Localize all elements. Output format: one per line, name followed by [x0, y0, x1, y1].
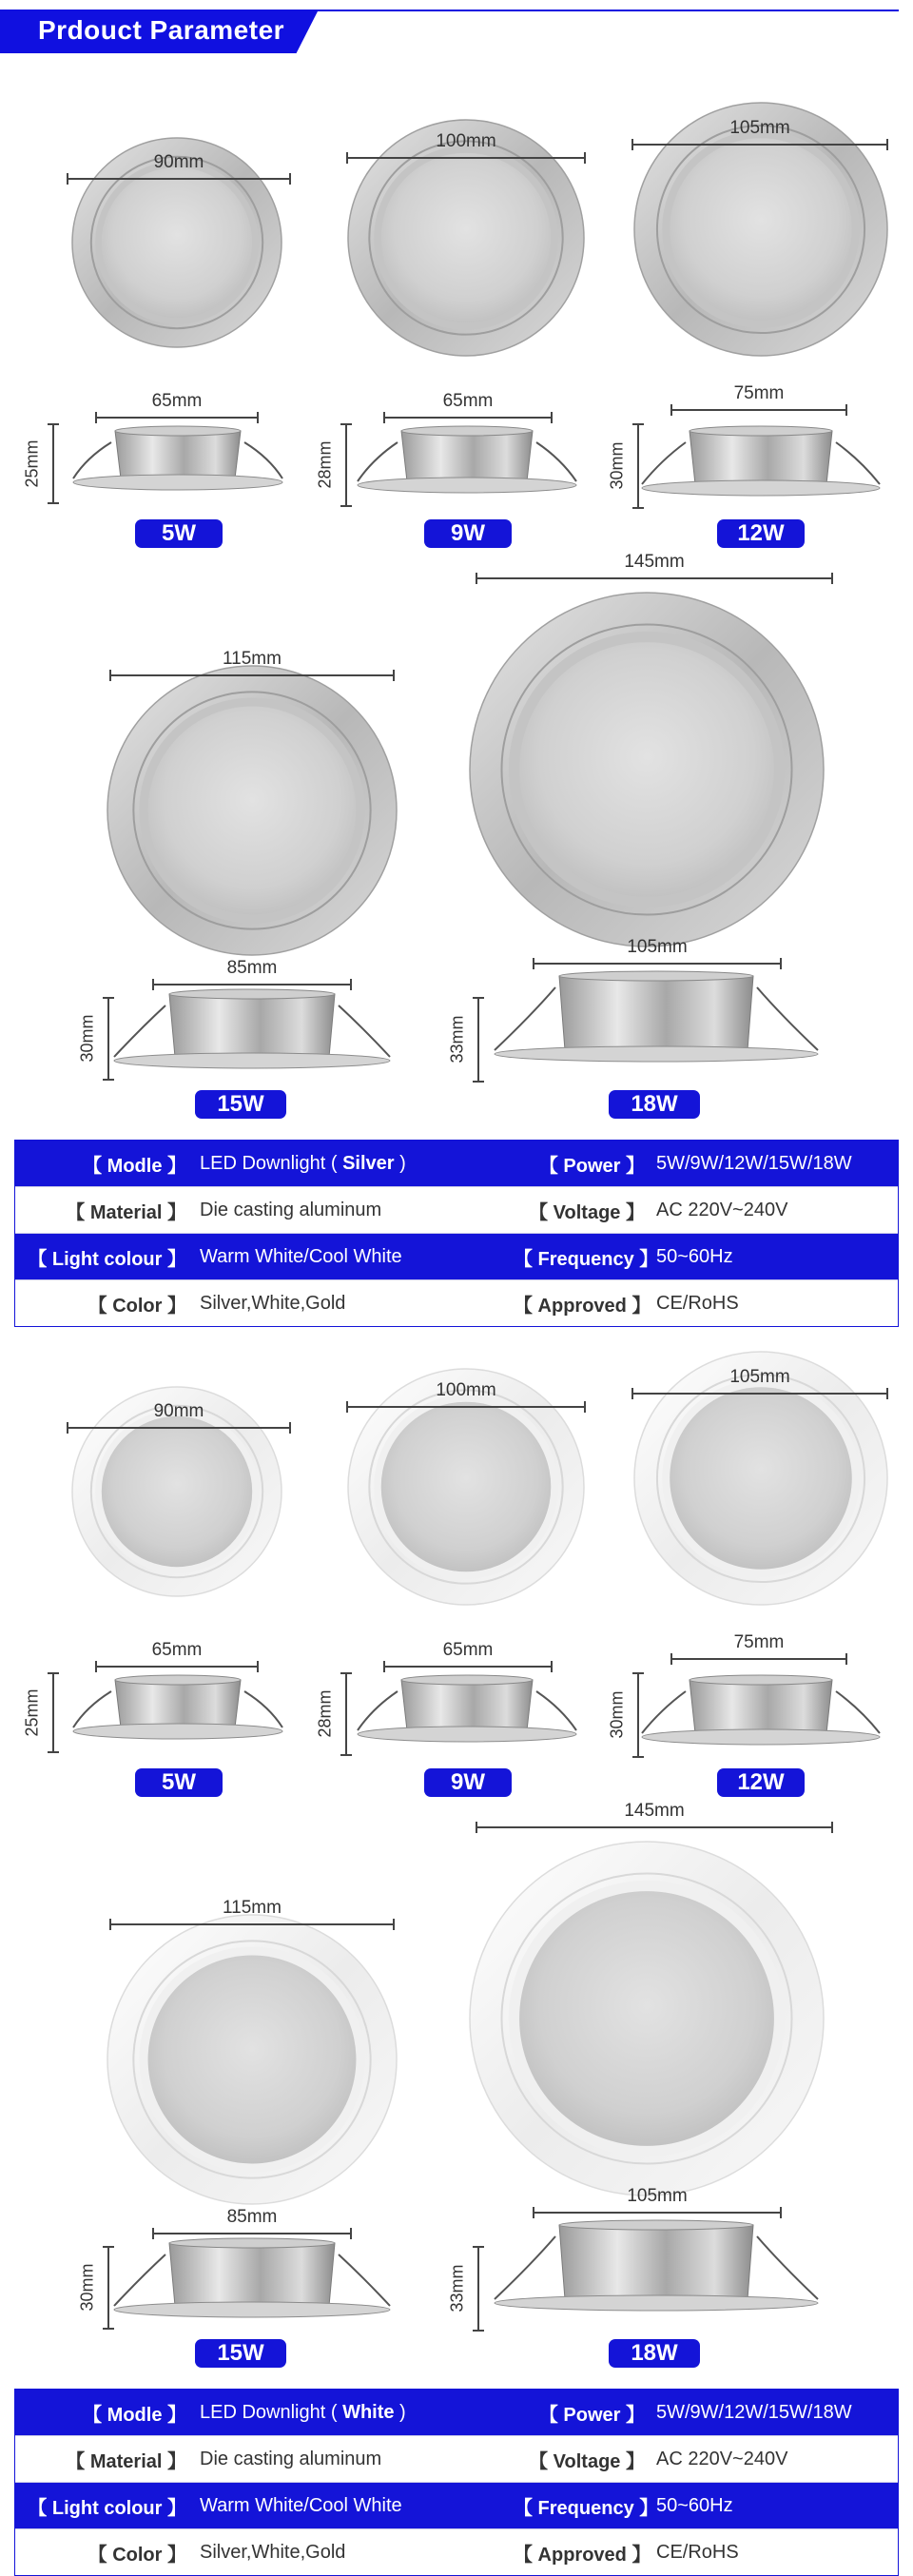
- spec-table: [14, 1140, 899, 1327]
- model-suffix: ): [394, 2401, 406, 2423]
- wattage-badge: 15W: [195, 2339, 286, 2368]
- wattage-badge: 18W: [609, 1090, 700, 1119]
- downlight-front-image: [103, 661, 401, 960]
- downlight-side-image: [339, 1672, 595, 1753]
- model-color: Silver: [342, 1152, 395, 1174]
- spec-value: CE/RoHS: [656, 1292, 739, 1314]
- spec-label: 【 Frequency 】: [514, 2497, 659, 2519]
- spec-label: 【 Color 】: [87, 2544, 186, 2566]
- spec-value: Silver,White,Gold: [200, 2541, 346, 2563]
- spec-value: Die casting aluminum: [200, 1199, 382, 1220]
- spec-label: 【 Light colour 】: [28, 2497, 186, 2519]
- spec-label: 【 Color 】: [87, 1295, 186, 1317]
- model-suffix: ): [394, 1152, 406, 1174]
- diameter-label: 100mm: [436, 1380, 496, 1400]
- cutout-label: 65mm: [151, 1640, 203, 1660]
- height-dimension-line: [340, 423, 352, 507]
- height-dimension-line: [340, 1672, 352, 1756]
- spec-value: AC 220V~240V: [656, 1199, 788, 1220]
- height-label: 33mm: [447, 1015, 467, 1064]
- downlight-side-image: [95, 986, 409, 1080]
- diameter-label: 90mm: [153, 1401, 204, 1421]
- diameter-label: 105mm: [729, 1367, 790, 1387]
- height-label: 28mm: [315, 440, 335, 489]
- diameter-dimension-line: [346, 152, 586, 164]
- height-label: 33mm: [447, 2264, 467, 2313]
- spec-value: [196, 1153, 514, 1175]
- downlight-side-image: [476, 2217, 837, 2322]
- downlight-side-image: [54, 1672, 301, 1750]
- cutout-dimension-line: [670, 404, 847, 416]
- height-dimension-line: [632, 423, 644, 509]
- spec-label: 【 Material 】: [66, 2450, 186, 2472]
- spec-row: [15, 2436, 898, 2483]
- diameter-label: 100mm: [436, 131, 496, 151]
- diameter-label: 145mm: [624, 552, 685, 572]
- wattage-badge: 12W: [717, 1768, 805, 1797]
- diameter-dimension-line: [109, 1919, 395, 1930]
- spec-value: 5W/9W/12W/15W/18W: [656, 2401, 852, 2423]
- cutout-dimension-line: [152, 979, 352, 990]
- cutout-dimension-line: [152, 2228, 352, 2239]
- diameter-dimension-line: [346, 1401, 586, 1413]
- height-label: 30mm: [77, 1014, 97, 1063]
- height-dimension-line: [632, 1672, 644, 1758]
- cutout-label: 65mm: [442, 1640, 494, 1660]
- cutout-label: 65mm: [442, 391, 494, 411]
- spec-label: 【 Voltage 】: [529, 2450, 645, 2472]
- diameter-dimension-line: [476, 1822, 833, 1833]
- spec-row: [15, 2529, 898, 2575]
- downlight-side-image: [476, 968, 837, 1073]
- cutout-dimension-line: [533, 958, 782, 969]
- downlight-side-image: [95, 2235, 409, 2329]
- diameter-dimension-line: [476, 573, 833, 584]
- spec-value: 50~60Hz: [656, 2494, 733, 2516]
- diameter-label: 90mm: [153, 152, 204, 172]
- height-label: 28mm: [315, 1689, 335, 1738]
- wattage-badge: 18W: [609, 2339, 700, 2368]
- spec-value: 5W/9W/12W/15W/18W: [656, 1152, 852, 1174]
- height-dimension-line: [48, 1672, 59, 1753]
- downlight-front-image: [465, 1837, 828, 2200]
- diameter-dimension-line: [109, 670, 395, 681]
- wattage-badge: 5W: [135, 1768, 223, 1797]
- spec-value: 50~60Hz: [656, 1245, 733, 1267]
- height-label: 25mm: [22, 439, 42, 488]
- spec-label: 【 Light colour 】: [28, 1248, 186, 1270]
- height-dimension-line: [103, 997, 114, 1081]
- spec-row: [15, 1141, 898, 1187]
- diameter-label: 145mm: [624, 1801, 685, 1821]
- height-label: 25mm: [22, 1688, 42, 1737]
- cutout-dimension-line: [383, 1661, 553, 1672]
- spec-label: 【 Approved 】: [514, 2544, 651, 2566]
- spec-label: 【 Power 】: [538, 1155, 645, 1177]
- model-prefix: LED Downlight (: [200, 2401, 343, 2423]
- height-dimension-line: [103, 2246, 114, 2330]
- spec-label: 【 Material 】: [66, 1201, 186, 1223]
- downlight-front-image: [103, 1910, 401, 2209]
- spec-label: 【 Frequency 】: [514, 1248, 659, 1270]
- spec-label: 【 Approved 】: [514, 1295, 651, 1317]
- diameter-dimension-line: [631, 1388, 888, 1399]
- height-label: 30mm: [77, 2263, 97, 2312]
- cutout-label: 105mm: [627, 937, 688, 957]
- height-label: 30mm: [607, 1690, 627, 1739]
- wattage-badge: 5W: [135, 519, 223, 548]
- spec-row: [15, 1187, 898, 1234]
- spec-value: CE/RoHS: [656, 2541, 739, 2563]
- spec-row: [15, 2483, 898, 2529]
- spec-value: [196, 2402, 514, 2424]
- page-header: [0, 0, 913, 57]
- cutout-label: 75mm: [733, 383, 785, 403]
- spec-label: 【 Modle 】: [83, 2404, 186, 2426]
- diameter-label: 115mm: [223, 649, 282, 669]
- height-dimension-line: [473, 997, 484, 1083]
- diameter-dimension-line: [67, 1422, 291, 1434]
- wattage-badge: 15W: [195, 1090, 286, 1119]
- diameter-dimension-line: [631, 139, 888, 150]
- height-label: 30mm: [607, 441, 627, 490]
- diameter-label: 115mm: [223, 1898, 282, 1918]
- cutout-label: 85mm: [226, 958, 278, 978]
- spec-value: Warm White/Cool White: [200, 2494, 402, 2516]
- spec-label: 【 Voltage 】: [529, 1201, 645, 1223]
- diameter-dimension-line: [67, 173, 291, 185]
- diameter-label: 105mm: [729, 118, 790, 138]
- wattage-badge: 9W: [424, 1768, 512, 1797]
- spec-value: Silver,White,Gold: [200, 1292, 346, 1314]
- wattage-badge: 9W: [424, 519, 512, 548]
- cutout-dimension-line: [533, 2207, 782, 2218]
- model-prefix: LED Downlight (: [200, 1152, 343, 1174]
- cutout-label: 75mm: [733, 1632, 785, 1652]
- height-dimension-line: [473, 2246, 484, 2332]
- spec-row: [15, 1234, 898, 1280]
- wattage-badge: 12W: [717, 519, 805, 548]
- cutout-label: 105mm: [627, 2186, 688, 2206]
- product-section: [0, 57, 913, 1317]
- spec-value: Die casting aluminum: [200, 2448, 382, 2469]
- spec-value: Warm White/Cool White: [200, 1245, 402, 1267]
- downlight-side-image: [339, 423, 595, 504]
- spec-row: [15, 2390, 898, 2436]
- cutout-dimension-line: [95, 1661, 259, 1672]
- cutout-label: 65mm: [151, 391, 203, 411]
- model-color: White: [342, 2401, 395, 2423]
- downlight-side-image: [54, 423, 301, 501]
- product-section: [0, 1306, 913, 2566]
- spec-label: 【 Modle 】: [83, 1155, 186, 1177]
- page-title: Prdouct Parameter: [38, 15, 285, 45]
- spec-table: [14, 2389, 899, 2576]
- cutout-dimension-line: [383, 412, 553, 423]
- cutout-label: 85mm: [226, 2207, 278, 2227]
- downlight-side-image: [623, 1672, 899, 1756]
- height-dimension-line: [48, 423, 59, 504]
- spec-value: AC 220V~240V: [656, 2448, 788, 2469]
- downlight-side-image: [623, 423, 899, 507]
- downlight-front-image: [465, 588, 828, 951]
- cutout-dimension-line: [95, 412, 259, 423]
- cutout-dimension-line: [670, 1653, 847, 1665]
- spec-label: 【 Power 】: [538, 2404, 645, 2426]
